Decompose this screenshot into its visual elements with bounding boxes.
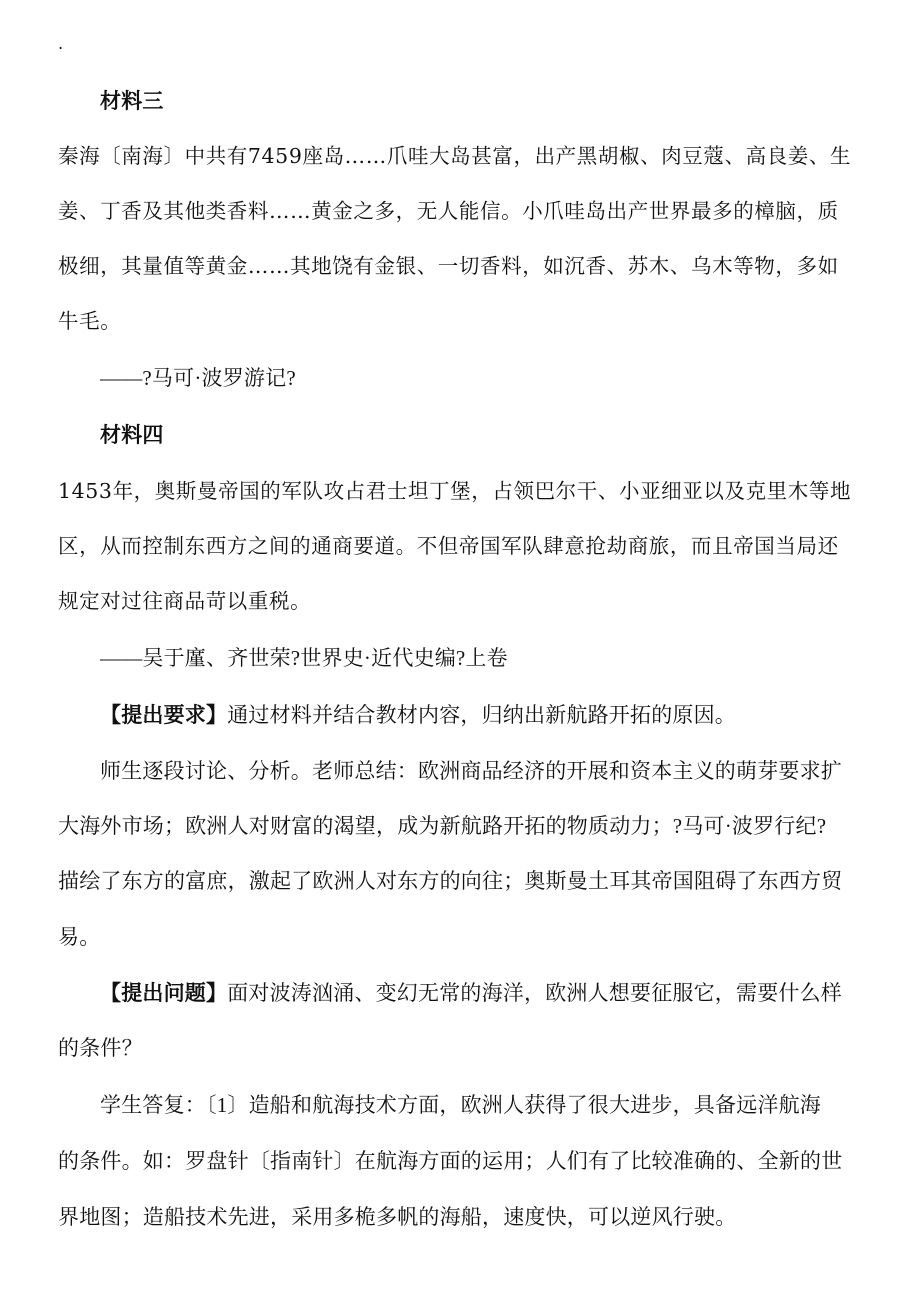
question-line-2: 的条件？	[58, 1036, 143, 1060]
answer-line-2: 的条件。如：罗盘针〔指南针〕在航海方面的运用；人们有了比较准确的、全新的世	[58, 1149, 843, 1173]
requirement-text: 通过材料并结合教材内容，归纳出新航路开拓的原因。	[227, 703, 737, 727]
answer-line-1: 学生答复：〔1〕造船和航海技术方面，欧洲人获得了很大进步，具备远洋航海	[100, 1093, 821, 1117]
material4-source: ——吴于廑、齐世荣?世界史·近代史编?上卷	[100, 646, 508, 670]
top-mark: .	[58, 34, 64, 53]
summary-line-1: 师生逐段讨论、分析。老师总结：欧洲商品经济的开展和资本主义的萌芽要求扩	[100, 759, 842, 783]
requirement-tag: 【提出要求】	[100, 703, 228, 727]
summary-line-4: 易。	[58, 925, 101, 949]
material3-line-2: 姜、丁香及其他类香料……黄金之多，无人能信。小爪哇岛出产世界最多的樟脑，质	[58, 199, 839, 223]
summary-line-3: 描绘了东方的富庶，激起了欧洲人对东方的向往；奥斯曼土耳其帝国阻碍了东西方贸	[58, 869, 843, 893]
material4-line-3: 规定对过往商品苛以重税。	[58, 589, 312, 613]
material3-line-3: 极细，其量值等黄金……其地饶有金银、一切香料，如沉香、苏木、乌木等物，多如	[58, 254, 839, 278]
material3-heading: 材料三	[100, 89, 164, 113]
question-text: 面对波涛汹涌、变幻无常的海洋，欧洲人想要征服它，需要什么样	[227, 981, 843, 1005]
question-paragraph	[100, 978, 842, 1008]
material3-line-1: 秦海〔南海〕中共有7459座岛……爪哇大岛甚富，出产黑胡椒、肉豆蔻、高良姜、生	[58, 144, 852, 168]
requirement-paragraph	[100, 700, 736, 730]
material3-line-4: 牛毛。	[58, 309, 122, 333]
answer-line-3: 界地图；造船技术先进，采用多桅多帆的海船，速度快，可以逆风行驶。	[58, 1205, 737, 1229]
question-tag: 【提出问题】	[100, 981, 228, 1005]
material4-heading: 材料四	[100, 423, 164, 447]
material4-line-2: 区，从而控制东西方之间的通商要道。不但帝国军队肆意抢劫商旅，而且帝国当局还	[58, 534, 839, 558]
summary-line-2: 大海外市场；欧洲人对财富的渴望，成为新航路开拓的物质动力；?马可·波罗行纪?	[58, 814, 827, 838]
material4-line-1: 1453年，奥斯曼帝国的军队攻占君士坦丁堡，占领巴尔干、小亚细亚以及克里木等地	[58, 479, 852, 503]
material3-source: ——?马可·波罗游记?	[100, 366, 296, 390]
